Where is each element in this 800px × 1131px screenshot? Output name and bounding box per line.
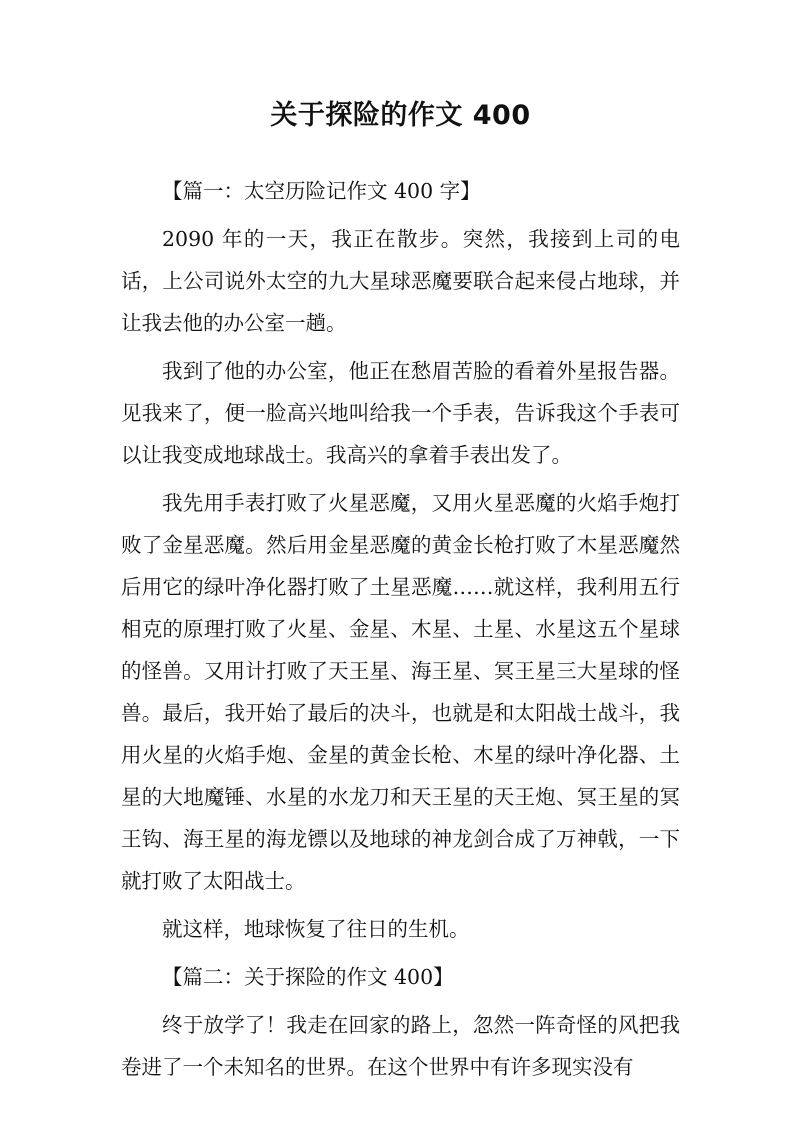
section-heading-2: 【篇二：关于探险的作文 400】 (162, 965, 454, 989)
paragraph: 2090 年的一天，我正在散步。突然，我接到上司的电话，上公司说外太空的九大星球恶魔要联合起来侵占地球，并让我去他的办公室一趟。 (121, 227, 680, 335)
paragraph: 我先用手表打败了火星恶魔，又用火星恶魔的火焰手炮打败了金星恶魔。然后用金星恶魔的黄金长枪打败了木星恶魔然后用它的绿叶净化器打败了土星恶魔……就这样，我利用五行相克的原理打败了火星、金星、木星、土星、水星这五个星球的怪兽。又用计打败了天王星、海王星、冥王星三大星球的怪兽。最后，我开始了最后的决斗，也就是和太阳战士战斗，我用火星的火焰手炮、金星的黄金长枪、木星的绿叶净化器、土星的大地魔锤、水星的水龙刀和天王星的天王炮、冥王星的冥王钩、海王星的海龙镖以及地球的神龙剑合成了万神戟，一下就打败了太阳战士。 (121, 491, 680, 893)
paragraph: 就这样，地球恢复了往日的生机。 (162, 917, 470, 941)
paragraph: 终于放学了！我走在回家的路上，忽然一阵奇怪的风把我卷进了一个未知名的世界。在这个世界中有许多现实没有 (121, 1013, 680, 1079)
document-title: 关于探险的作文 400 (270, 100, 531, 131)
paragraph: 我到了他的办公室，他正在愁眉苦脸的看着外星报告器。见我来了，便一脸高兴地叫给我一个手表，告诉我这个手表可以让我变成地球战士。我高兴的拿着手表出发了。 (121, 359, 680, 467)
section-heading-1: 【篇一：太空历险记作文 400 字】 (162, 179, 481, 203)
